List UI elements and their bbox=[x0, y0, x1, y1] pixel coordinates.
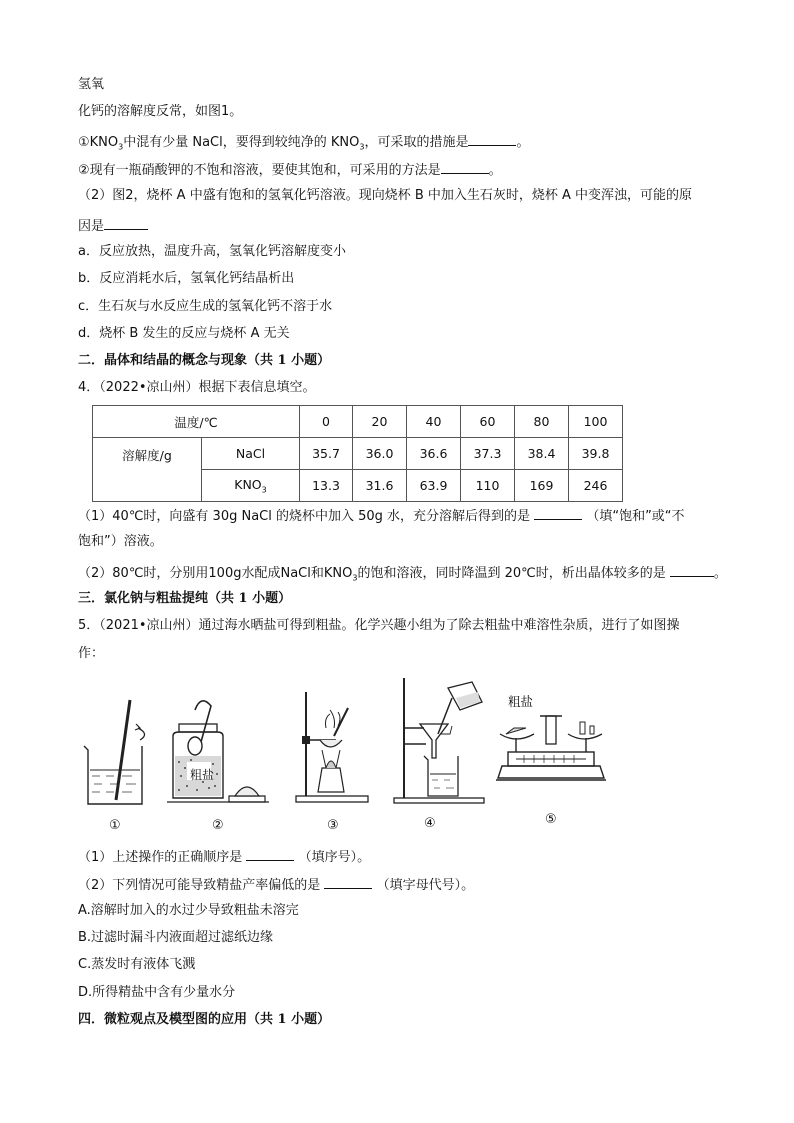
q4-part2 bbox=[78, 562, 727, 588]
section-3-heading: 三．氯化钠与粗盐提纯（共 1 小题） bbox=[78, 591, 292, 606]
evaporation-figure bbox=[292, 688, 372, 808]
q4-part1-line2: 饱和”）溶液。 bbox=[78, 534, 163, 549]
q3-option-a: a．反应放热，温度升高，氢氧化钙溶解度变小 bbox=[78, 244, 346, 259]
q5-option-a: A.溶解时加入的水过少导致粗盐未溶完 bbox=[78, 903, 299, 918]
q5-p2-end: （填字母代号）。 bbox=[376, 878, 475, 893]
balance-label: 粗盐 bbox=[508, 694, 534, 709]
substance-sub: 3 bbox=[261, 485, 267, 495]
q3-line1: 化钙的溶解度反常，如图1。 bbox=[78, 104, 243, 119]
value-cell: 39.8 bbox=[569, 438, 623, 470]
table-row bbox=[93, 406, 623, 438]
q3-part2-line2 bbox=[78, 215, 148, 236]
q3-p2-line2-text: 因是 bbox=[78, 219, 105, 234]
q3-sub2 bbox=[78, 159, 502, 180]
substance-cell: NaCl bbox=[202, 438, 300, 470]
value-cell: 36.0 bbox=[353, 438, 407, 470]
value-cell: 13.3 bbox=[300, 470, 353, 502]
temp-cell: 100 bbox=[569, 406, 623, 438]
solubility-table bbox=[92, 405, 623, 502]
q5-part1 bbox=[78, 846, 370, 867]
value-cell: 37.3 bbox=[461, 438, 515, 470]
q4-part1-line1 bbox=[78, 505, 685, 526]
section-2-heading: 二．晶体和结晶的概念与现象（共 1 小题） bbox=[78, 353, 331, 368]
answer-blank[interactable] bbox=[670, 562, 714, 577]
q3-option-b: b．反应消耗水后，氢氧化钙结晶析出 bbox=[78, 271, 295, 286]
section-4-heading: 四．微粒观点及模型图的应用（共 1 小题） bbox=[78, 1012, 331, 1027]
q5-p1-text: （1）上述操作的正确顺序是 bbox=[78, 850, 243, 865]
value-cell: 36.6 bbox=[407, 438, 461, 470]
q3-s1-end: 。 bbox=[516, 135, 530, 150]
temp-cell: 20 bbox=[353, 406, 407, 438]
q3-sub1 bbox=[78, 131, 530, 157]
q3-s1-post: ，可采取的措施是 bbox=[364, 135, 469, 150]
q3-option-d: d．烧杯 B 发生的反应与烧杯 A 无关 bbox=[78, 326, 290, 341]
q3-s1-mid: 中混有少量 NaCl，要得到较纯净的 KNO bbox=[123, 135, 360, 150]
q4-stem: 4．（2022•凉山州）根据下表信息填空。 bbox=[78, 380, 316, 395]
q4-p2-sub: 3 bbox=[352, 573, 358, 583]
q3-s1-pre: ①KNO bbox=[78, 135, 119, 150]
q5-option-c: C.蒸发时有液体飞溅 bbox=[78, 957, 196, 972]
value-cell: 169 bbox=[515, 470, 569, 502]
q5-option-d: D.所得精盐中含有少量水分 bbox=[78, 985, 236, 1000]
q5-stem-line2: 作： bbox=[78, 646, 105, 661]
answer-blank[interactable] bbox=[324, 874, 372, 889]
temp-cell: 60 bbox=[461, 406, 515, 438]
q5-option-b: B.过滤时漏斗内液面超过滤纸边缘 bbox=[78, 930, 274, 945]
answer-blank[interactable] bbox=[246, 846, 294, 861]
temp-label-cell: 温度/℃ bbox=[93, 406, 300, 438]
answer-blank[interactable] bbox=[468, 131, 516, 146]
temp-cell: 0 bbox=[300, 406, 353, 438]
q3-option-c: c．生石灰与水反应生成的氢氧化钙不溶于水 bbox=[78, 299, 333, 314]
value-cell: 110 bbox=[461, 470, 515, 502]
jar-label: 粗盐 bbox=[190, 768, 215, 782]
figure-caption: ③ bbox=[327, 818, 339, 833]
dissolving-beaker-figure bbox=[80, 692, 152, 812]
q3-s2-text: ②现有一瓶硝酸钾的不饱和溶液，要使其饱和，可采用的方法是 bbox=[78, 163, 441, 178]
substance-name: KNO bbox=[234, 476, 262, 492]
q4-p1-text: （1）40℃时，向盛有 30g NaCl 的烧杯中加入 50g 水，充分溶解后得到的是 bbox=[78, 509, 531, 524]
q5-part2 bbox=[78, 874, 474, 895]
value-cell: 31.6 bbox=[353, 470, 407, 502]
q4-p2-pre: （2）80℃时，分别用100g水配成NaCl和KNO bbox=[78, 566, 353, 581]
answer-blank[interactable] bbox=[534, 505, 582, 520]
table-row bbox=[93, 438, 623, 470]
value-cell: 63.9 bbox=[407, 470, 461, 502]
reagent-jar-figure bbox=[165, 690, 270, 805]
figure-caption: ⑤ bbox=[545, 812, 557, 827]
temp-cell: 40 bbox=[407, 406, 461, 438]
answer-blank[interactable] bbox=[104, 215, 148, 230]
q5-stem-line1: 5．（2021•凉山州）通过海水晒盐可得到粗盐。化学兴趣小组为了除去粗盐中难溶性杂质，进行了如图操 bbox=[78, 618, 680, 633]
solubility-label-cell: 溶解度/g bbox=[93, 438, 202, 502]
answer-blank[interactable] bbox=[441, 159, 489, 174]
substance-cell bbox=[202, 470, 300, 502]
temp-cell: 80 bbox=[515, 406, 569, 438]
q3-s2-end: 。 bbox=[488, 163, 502, 178]
value-cell: 35.7 bbox=[300, 438, 353, 470]
figure-caption: ① bbox=[109, 818, 121, 833]
q3-s1-sub: 3 bbox=[118, 142, 124, 152]
q3-s1-sub2: 3 bbox=[359, 142, 365, 152]
filtration-figure bbox=[390, 674, 490, 806]
q4-p2-end: 。 bbox=[713, 566, 727, 581]
figure-caption: ④ bbox=[424, 816, 436, 831]
q4-p1-end: （填“饱和”或“不 bbox=[586, 509, 685, 524]
q5-p2-text: （2）下列情况可能导致精盐产率偏低的是 bbox=[78, 878, 321, 893]
figure-caption: ② bbox=[212, 818, 224, 833]
value-cell: 38.4 bbox=[515, 438, 569, 470]
q3-part2-line1: （2）图2，烧杯 A 中盛有饱和的氢氧化钙溶液。现向烧杯 B 中加入生石灰时，烧杯 A 中变浑浊，可能的原 bbox=[78, 188, 693, 203]
q4-p2-post: 的饱和溶液，同时降温到 20℃时，析出晶体较多的是 bbox=[357, 566, 666, 581]
balance-figure bbox=[494, 708, 609, 790]
q3-line0: 氢氧 bbox=[78, 77, 105, 92]
value-cell: 246 bbox=[569, 470, 623, 502]
q5-p1-end: （填序号）。 bbox=[298, 850, 371, 865]
